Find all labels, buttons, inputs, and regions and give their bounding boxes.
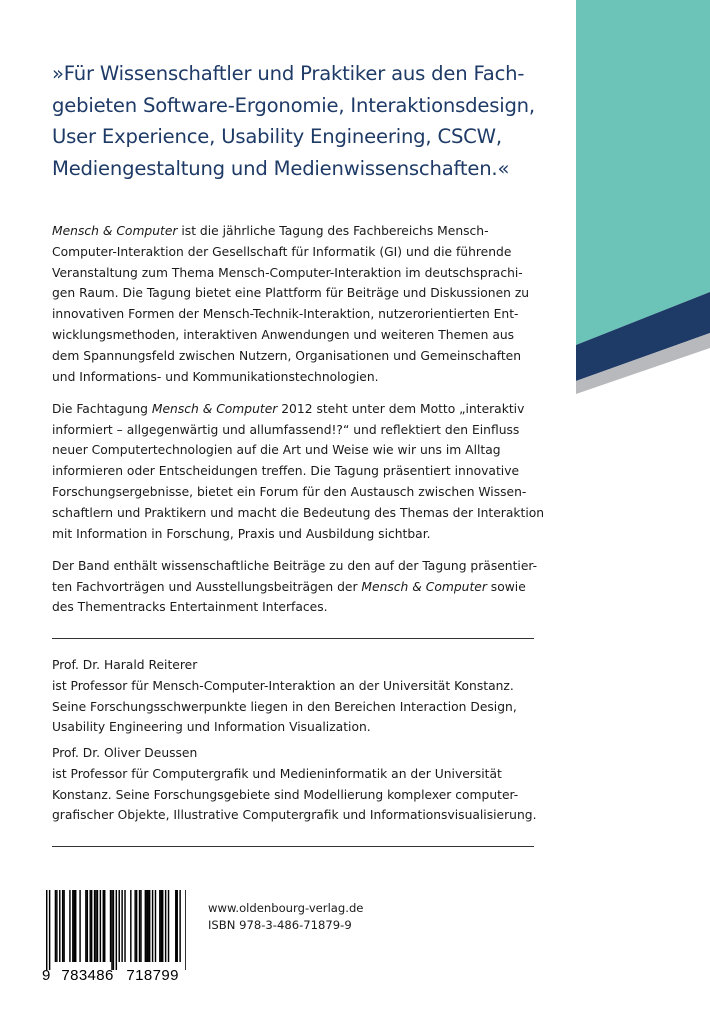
barcode-bar [46, 890, 47, 970]
barcode-bar [159, 890, 160, 962]
barcode-bar [136, 890, 137, 962]
barcode-bar [94, 890, 95, 962]
barcode-bar [74, 890, 75, 962]
bio-name: Prof. Dr. Harald Reiterer [52, 658, 198, 672]
barcode-bar [87, 890, 88, 962]
conference-name: Mensch & Computer [52, 224, 178, 238]
publisher-url: www.oldenbourg-verlag.de [208, 901, 364, 915]
barcode-bar [148, 890, 149, 962]
divider-top [52, 638, 534, 639]
barcode-bar [111, 890, 112, 970]
quote-line: Mediengestaltung und Medienwissenschaften.« [52, 156, 510, 180]
barcode-bar [152, 890, 153, 962]
barcode-bar [72, 890, 73, 962]
paragraph-motto: Die Fachtagung Mensch & Computer 2012 steht unter dem Motto „interaktiv informiert – allgegenwärtig und allumfassend!?“ und reflektiert den Einfluss neuer Computertechnologien auf die Art und Weise wie wir uns im Alltag informieren oder Entscheidungen treffen. Die Tagung präsentiert innovative Forschungsergebnisse, bietet ein Forum für den Austausch zwischen Wissen- schaftlern und Praktikern und macht die Bedeutung des Themas der Interaktion mit Information in Forschung, Praxis und Ausbildung sichtbar. [52, 401, 545, 541]
barcode-bars [36, 890, 186, 970]
barcode-bar [79, 890, 80, 962]
barcode-bar [175, 890, 176, 962]
isbn-barcode [36, 890, 186, 1008]
barcode-bar [59, 890, 60, 962]
barcode-bar [130, 890, 131, 962]
barcode-bar [113, 890, 114, 970]
barcode-bar [168, 890, 169, 962]
barcode-bar [149, 890, 150, 962]
barcode-digits [42, 967, 179, 984]
description-body [52, 221, 545, 630]
barcode-bar [103, 890, 104, 962]
conference-name: Mensch & Computer [361, 579, 487, 594]
barcode-bar [55, 890, 56, 962]
isbn-number: ISBN 978-3-486-71879-9 [208, 917, 352, 932]
quote-line: User Experience, Usability Engineering, CSCW, [52, 125, 502, 149]
barcode-bar [69, 890, 70, 962]
conference-name: Mensch & Computer [151, 401, 278, 416]
teal-stripe [576, 0, 710, 345]
barcode-bar [161, 890, 162, 962]
paragraph-intro: Mensch & Computer ist die jährliche Tagung des Fachbereichs Mensch- Computer-Interaktion der Gesellschaft für Informatik (GI) und die führende Veranstaltung zum Thema Mensch-Computer-Interaktion im deutschsprachi- gen Raum. Die Tagung bietet eine Plattform für Beiträge und Diskussionen zu innovativen Formen der Mensch-Technik-Interaktion, nutzerorientierten Ent- wicklungsmethoden, interaktiven Anwendungen und weiteren Themen aus dem Spannungsfeld zwischen Nutzern, Organisationen und Gemeinschaften und Informations- und Kommunikationstechnologien. [52, 224, 530, 384]
quote-headline [52, 58, 572, 184]
bio-reiterer: Prof. Dr. Harald Reiterer ist Professor für Mensch-Computer-Interaktion an der Universität Konstanz. Seine Forschungsschwerpunkte liegen in den Bereichen Interaction Design, Usability Engineering und Information Visualization. [52, 655, 538, 738]
barcode-bar [56, 890, 57, 962]
barcode-bar [134, 890, 135, 962]
barcode-bar [75, 890, 76, 962]
quote-line: gebieten Software-Ergonomie, Interaktionsdesign, [52, 93, 535, 117]
barcode-bar [85, 890, 86, 962]
barcode-bar [97, 890, 98, 962]
barcode-right-group: 718799 [126, 967, 179, 984]
barcode-bar [155, 890, 156, 962]
barcode-bar [146, 890, 147, 962]
barcode-bar [145, 890, 146, 962]
barcode-bar [90, 890, 91, 962]
barcode-first-digit: 9 [42, 967, 51, 984]
barcode-bar [124, 890, 125, 962]
barcode-bar [100, 890, 101, 962]
barcode-bar [104, 890, 105, 962]
barcode-bar [165, 890, 166, 962]
barcode-bar [62, 890, 63, 962]
divider-bottom [52, 846, 534, 847]
barcode-bar [63, 890, 64, 962]
bio-name: Prof. Dr. Oliver Deussen [52, 746, 198, 760]
barcode-bar [179, 890, 180, 962]
barcode-bar [49, 890, 50, 970]
barcode-bar [119, 890, 120, 962]
bio-deussen: Prof. Dr. Oliver Deussen ist Professor für Computergrafik und Medieninformatik an der Universität Konstanz. Seine Forschungsgebiete sind Modellierung komplexer computer- grafischer Objekte, Illustrative Computergrafik und Informationsvisualisierung. [52, 743, 538, 826]
barcode-bar [110, 890, 111, 962]
quote-line: »Für Wissenschaftler und Praktiker aus den Fach- [52, 62, 525, 85]
barcode-left-group: 783486 [61, 967, 114, 984]
barcode-bar [177, 890, 178, 962]
barcode-bar [95, 890, 96, 962]
barcode-bar [116, 890, 117, 970]
publisher-info [208, 900, 363, 933]
barcode-bar [121, 890, 122, 962]
barcode-bar [91, 890, 92, 962]
barcode-bar [139, 890, 140, 962]
paragraph-contents: Der Band enthält wissenschaftliche Beiträge zu den auf der Tagung präsentier- ten Fachvorträgen und Ausstellungsbeiträgen der Mensch & Computer sowie des Thementracks Entertainment Interfaces. [52, 558, 538, 615]
barcode-bar [162, 890, 163, 962]
barcode-bar [140, 890, 141, 962]
barcode-bar [185, 890, 186, 970]
